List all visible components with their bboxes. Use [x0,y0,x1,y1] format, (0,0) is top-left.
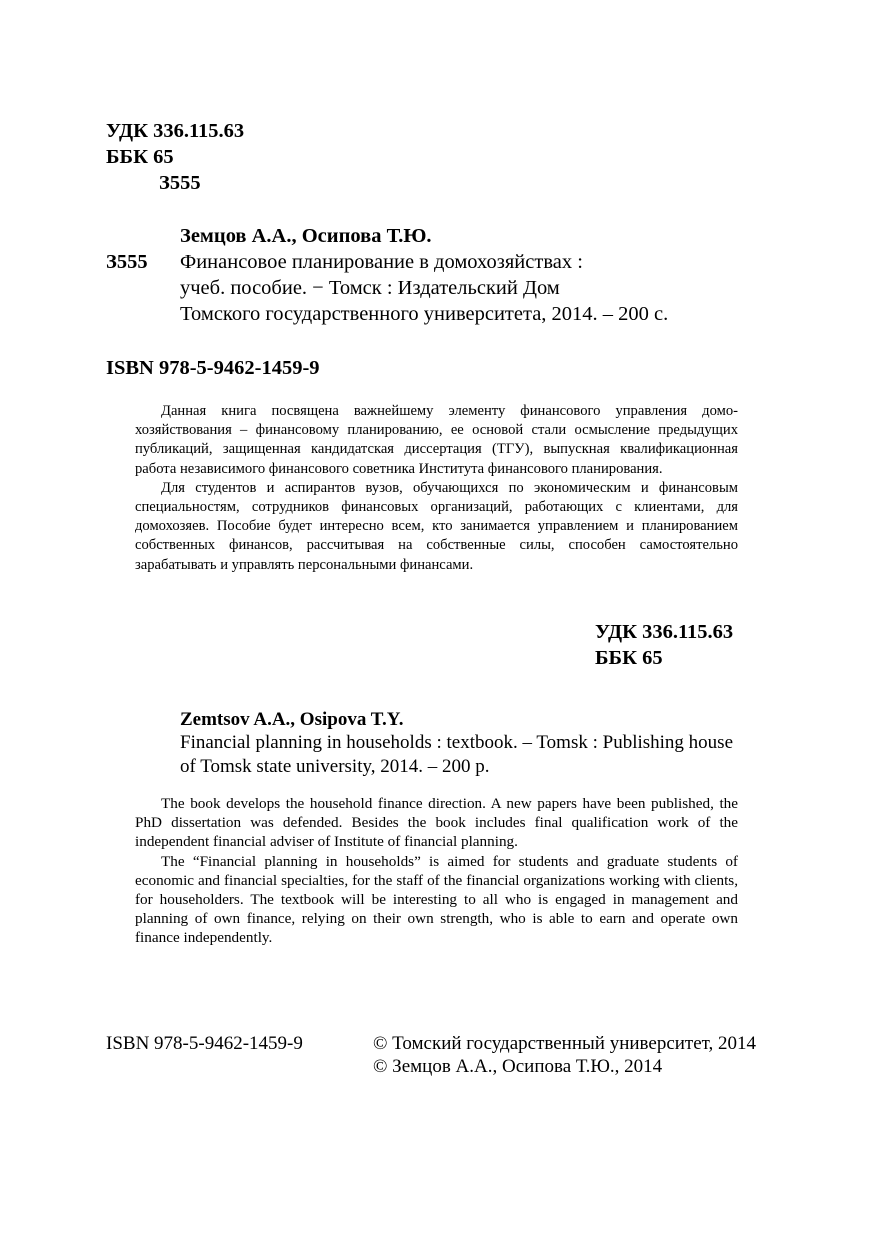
ru-title-line: учеб. пособие. − Томск : Издательский Дом [180,277,560,299]
ru-author-sign: З555 [106,251,148,273]
bbk-code: ББК 65 [106,146,174,168]
copyright-university: © Томский государственный университет, 2014 [373,1033,757,1054]
ru-abstract [135,402,738,575]
en-abstract [135,794,738,948]
footer-isbn: ISBN 978-5-9462-1459-9 [106,1033,303,1054]
ru-title-line: Томского государственного университета, 2014. – 200 с. [180,303,669,325]
en-title-line: of Tomsk state university, 2014. – 200 p. [180,756,490,777]
isbn-bold: ISBN 978-5-9462-1459-9 [106,357,320,379]
udk-code: УДК 336.115.63 [106,120,245,142]
udk-code-right: УДК 336.115.63 [595,621,734,643]
ru-abstract-paragraph: Данная книга посвящена важнейшему элементу финансового управления домохозяйствования – финансовому планированию, ее основой стали осмысление предыдущих публикаций, защищенная кандидатская диссертация (ТГУ), выпускная квалификационная работа независимого финансового советника Института финансового планирования. [135,403,738,477]
en-title-line: Financial planning in households : textbook. – Tomsk : Publishing house [180,732,734,753]
ru-authors: Земцов А.А., Осипова Т.Ю. [180,225,432,247]
ru-abstract-paragraph: Для студентов и аспирантов вузов, обучающихся по экономическим и финансовым специальностям, сотрудников финансовых организаций, работающих с клиентами, для домохозяев. Пособие будет интересно всем, кто занимается управлением и планированием собственных финансов, рассчитывая на собственные силы, способен самостоятельно зарабатывать и управлять персональными финансами. [135,479,738,573]
en-abstract-paragraph: The book develops the household finance direction. A new papers have been published, the PhD dissertation was defended. Besides the book includes final qualification work of the independent financial adviser of Institute of financial planning. [135,795,738,851]
ru-title-line: Финансовое планирование в домохозяйствах : [180,251,583,273]
copyright-authors: © Земцов А.А., Осипова Т.Ю., 2014 [373,1056,663,1077]
author-sign: З555 [159,172,201,194]
bbk-code-right: ББК 65 [595,647,663,669]
en-abstract-paragraph: The “Financial planning in households” is aimed for students and graduate students of economic and financial specialties, for the staff of the financial organizations working with clients, for householders. The textbook will be interesting to all who is engaged in management and planning of own finance, relying on their own strength, who is able to earn and operate own finance independently. [135,852,738,947]
en-authors: Zemtsov A.A., Osipova T.Y. [180,709,404,730]
